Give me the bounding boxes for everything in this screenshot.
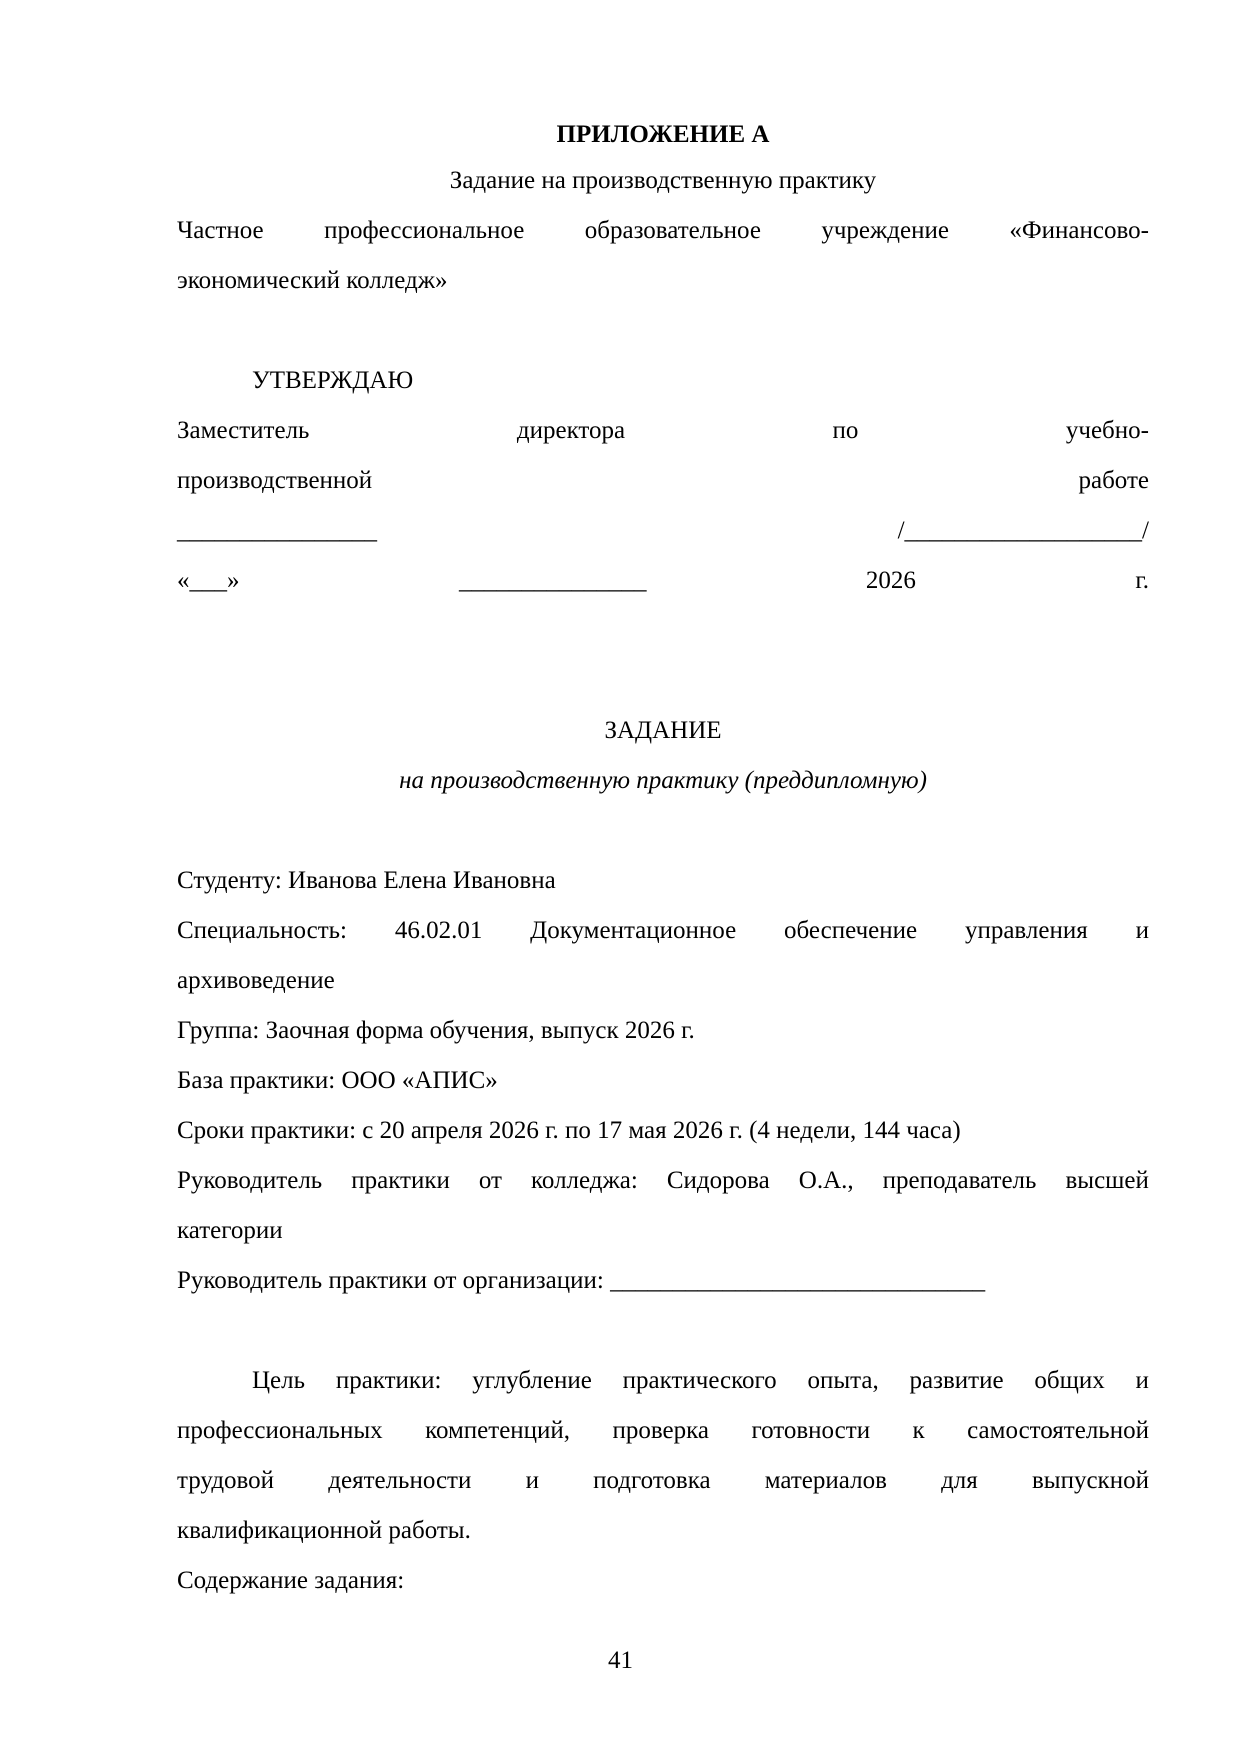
word: от <box>478 1167 502 1194</box>
word: высшей <box>1065 1167 1149 1194</box>
practice-base-line: База практики: ООО «АПИС» <box>177 1067 498 1094</box>
word: выпускной <box>1031 1467 1149 1494</box>
word: Частное <box>177 217 264 244</box>
goal-line-1 <box>177 1364 1149 1398</box>
approver-position-line-2 <box>177 464 1149 498</box>
word: Специальность: <box>177 917 347 944</box>
student-line: Студенту: Иванова Елена Ивановна <box>177 867 556 894</box>
group-line: Группа: Заочная форма обучения, выпуск 2026 г. <box>177 1017 695 1044</box>
word: преподаватель <box>882 1167 1037 1194</box>
word: О.А., <box>798 1167 854 1194</box>
organization-supervisor-line: Руководитель практики от организации: ______________________________ <box>177 1267 986 1294</box>
word: опыта, <box>807 1367 879 1394</box>
word: Документационное <box>530 917 737 944</box>
task-content-label: Содержание задания: <box>177 1567 405 1594</box>
word: готовности <box>751 1417 871 1444</box>
word: и <box>525 1467 539 1494</box>
word: Сидорова <box>666 1167 770 1194</box>
date-month-blank: _______________ <box>458 567 647 594</box>
word: самостоятельной <box>967 1417 1149 1444</box>
signature-name-blank: /___________________/ <box>897 517 1149 544</box>
organization-line-2: экономический колледж» <box>177 267 448 294</box>
word: к <box>912 1417 925 1444</box>
approval-date-line <box>177 564 1149 598</box>
word: для <box>941 1467 978 1494</box>
word: трудовой <box>177 1467 275 1494</box>
date-year-suffix: г. <box>1135 567 1149 594</box>
word: производственной <box>177 467 373 494</box>
word: Руководитель <box>177 1167 323 1194</box>
approval-heading: УТВЕРЖДАЮ <box>252 367 414 394</box>
approver-signature-line <box>177 514 1149 548</box>
goal-line-4: квалификационной работы. <box>177 1517 471 1544</box>
practice-dates-line: Сроки практики: с 20 апреля 2026 г. по 17 мая 2026 г. (4 недели, 144 часа) <box>177 1117 961 1144</box>
word: директора <box>516 417 626 444</box>
specialty-line-2: архивоведение <box>177 967 335 994</box>
word: обеспечение <box>784 917 918 944</box>
word: Цель <box>252 1367 306 1394</box>
word: и <box>1135 917 1149 944</box>
task-subtitle: на производственную практику (преддипломную) <box>399 767 927 794</box>
date-year: 2026 <box>865 567 916 594</box>
word: компетенций, <box>425 1417 571 1444</box>
goal-line-3 <box>177 1464 1149 1498</box>
specialty-line-1 <box>177 914 1149 948</box>
word: практики <box>351 1167 450 1194</box>
word: «Финансово- <box>1009 217 1149 244</box>
word: управления <box>964 917 1088 944</box>
word: по <box>832 417 859 444</box>
word: углубление <box>472 1367 592 1394</box>
approver-position-line-1 <box>177 414 1149 448</box>
date-day-blank: «___» <box>177 567 240 594</box>
task-title: ЗАДАНИЕ <box>604 717 722 744</box>
college-supervisor-line-1 <box>177 1164 1149 1198</box>
word: профессиональных <box>177 1417 383 1444</box>
word: 46.02.01 <box>394 917 483 944</box>
word: профессиональное <box>324 217 525 244</box>
word: практического <box>622 1367 777 1394</box>
word: развитие <box>909 1367 1004 1394</box>
word: подготовка <box>593 1467 711 1494</box>
organization-line-1 <box>177 214 1149 248</box>
word: Заместитель <box>177 417 310 444</box>
appendix-title: ПРИЛОЖЕНИЕ А <box>556 121 770 148</box>
college-supervisor-line-2: категории <box>177 1217 283 1244</box>
word: учебно- <box>1065 417 1149 444</box>
word: учреждение <box>821 217 949 244</box>
page-number: 41 <box>608 1647 633 1674</box>
appendix-subtitle: Задание на производственную практику <box>449 167 877 194</box>
goal-line-2 <box>177 1414 1149 1448</box>
word: проверка <box>612 1417 710 1444</box>
word: деятельности <box>328 1467 472 1494</box>
word: общих <box>1034 1367 1105 1394</box>
signature-blank: ________________ <box>177 517 377 544</box>
word: колледжа: <box>531 1167 638 1194</box>
word: работе <box>1078 467 1149 494</box>
word: и <box>1135 1367 1149 1394</box>
word: материалов <box>764 1467 887 1494</box>
word: образовательное <box>584 217 761 244</box>
word: практики: <box>335 1367 442 1394</box>
